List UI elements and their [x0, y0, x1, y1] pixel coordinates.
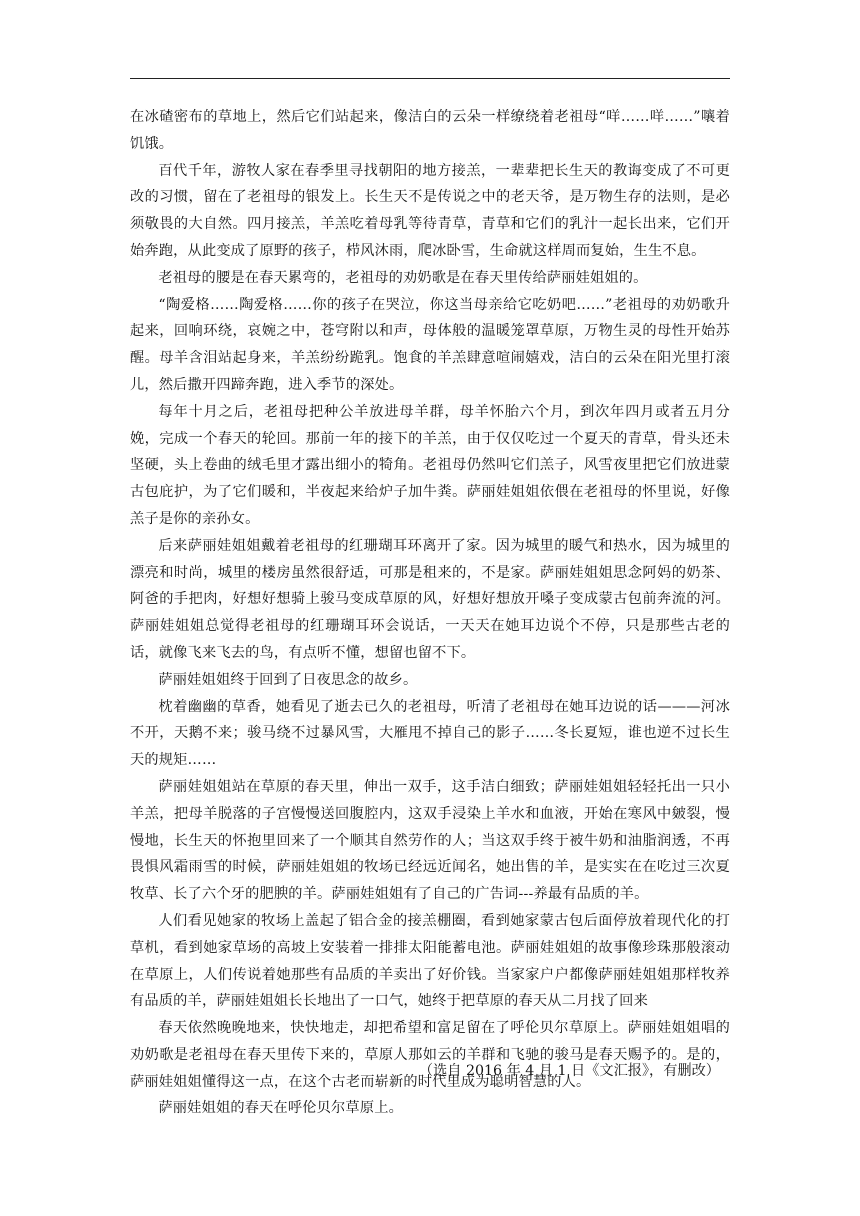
paragraph-1: 在冰碴密布的草地上，然后它们站起来，像洁白的云朵一样缭绕着老祖母“咩……咩……”嚷着饥饿。 [130, 109, 730, 152]
paragraph-3: 老祖母的腰是在春天累弯的，老祖母的劝奶歌是在春天里传给萨丽娃姐姐的。 [158, 269, 648, 286]
paragraph-4: “陶爱格……陶爱格……你的孩子在哭泣，你这当母亲给它吃奶吧……”老祖母的劝奶歌升起来，回响环绕，哀婉之中，苍穹附以和声，母体般的温暖笼罩草原，万物生灵的母性开始苏醒。母羊含泪站起身来，羊羔纷纷跪乳。饱食的羊羔肆意喧闹嬉戏，洁白的云朵在阳光里打滚儿，然后撒开四蹄奔跑，进入季节的深处。 [130, 296, 730, 393]
paragraph-10: 人们看见她家的牧场上盖起了铝合金的接羔棚圈，看到她家蒙古包后面停放着现代化的打草机，看到她家草场的高坡上安装着一排排太阳能蓄电池。萨丽娃姐姐的故事像珍珠那般滚动在草原上，人们传说着她那些有品质的羊卖出了好价钱。当家家户户都像萨丽娃姐姐那样牧养有品质的羊，萨丽娃姐姐长长地出了一口气，她终于把草原的春天从二月找了回来 [130, 912, 730, 1010]
paragraph-9: 萨丽娃姐姐站在草原的春天里，伸出一双手，这手洁白细致；萨丽娃姐姐轻轻托出一只小羊羔，把母羊脱落的子宫慢慢送回腹腔内，这双手浸染上羊水和血液，开始在寒风中皴裂，慢慢地，长生天的怀抱里回来了一个顺其自然劳作的人；当这双手终于被牛奶和油脂润透，不再畏惧风霜雨雪的时候，萨丽娃姐姐的牧场已经远近闻名，她出售的羊，是实实在在吃过三次夏牧草、长了六个牙的肥腴的羊。萨丽娃姐姐有了自己的广告词---养最有品质的羊。 [130, 778, 730, 903]
paragraph-2: 百代千年，游牧人家在春季里寻找朝阳的地方接羔，一辈辈把长生天的教诲变成了不可更改的习惯，留在了老祖母的银发上。长生天不是传说之中的老天爷，是万物生存的法则，是必须敬畏的大自然。四月接羔，羊羔吃着母乳等待青草，青草和它们的乳汁一起长出来，它们开始奔跑，从此变成了原野的孩子，栉风沐雨，爬冰卧雪，生命就这样周而复始，生生不息。 [130, 162, 730, 259]
paragraph-12: 萨丽娃姐姐的春天在呼伦贝尔草原上。 [158, 1100, 403, 1117]
source-citation: （选自 2016 年 4 月 1 日《文汇报》，有删改） [418, 1063, 720, 1079]
header-rule [130, 78, 730, 79]
paragraph-6: 后来萨丽娃姐姐戴着老祖母的红珊瑚耳环离开了家。因为城里的暖气和热水，因为城里的漂亮和时尚，城里的楼房虽然很舒适，可那是租来的，不是家。萨丽娃姐姐思念阿妈的奶茶、阿爸的手把肉，好想好想骑上骏马变成草原的风，好想好想放开嗓子变成蒙古包前奔流的河。萨丽娃姐姐总觉得老祖母的红珊瑚耳环会说话，一天天在她耳边说个不停，只是那些古老的话，就像飞来飞去的鸟，有点听不懂，想留也留不下。 [130, 537, 730, 661]
paragraph-5: 每年十月之后，老祖母把种公羊放进母羊群，母羊怀胎六个月，到次年四月或者五月分娩，完成一个春天的轮回。那前一年的接下的羊羔，由于仅仅吃过一个夏天的青草，骨头还未坚硬，头上卷曲的绒毛里才露出细小的犄角。老祖母仍然叫它们羔子，风雪夜里把它们放进蒙古包庇护，为了它们暖和，半夜起来给炉子加牛粪。萨丽娃姐姐依偎在老祖母的怀里说，好像羔子是你的亲孙女。 [130, 403, 730, 527]
paragraph-7: 萨丽娃姐姐终于回到了日夜思念的故乡。 [158, 671, 418, 688]
paragraph-8: 枕着幽幽的草香，她看见了逝去已久的老祖母，听清了老祖母在她耳边说的话———河冰不开，天鹅不来；骏马绕不过暴风雪，大雁甩不掉自己的影子……冬长夏短，谁也逆不过长生天的规矩…… [130, 698, 730, 769]
article-body [130, 104, 730, 1122]
paragraph-11: 春天依然晚晚地来，快快地走，却把希望和富足留在了呼伦贝尔草原上。萨丽娃姐姐唱的劝奶歌是老祖母在春天里传下来的，草原人那如云的羊群和飞驰的骏马是春天赐予的。是的，萨丽娃姐姐懂得这一点，在这个古老而崭新的时代里成为聪明智慧的人。 [130, 1020, 730, 1090]
